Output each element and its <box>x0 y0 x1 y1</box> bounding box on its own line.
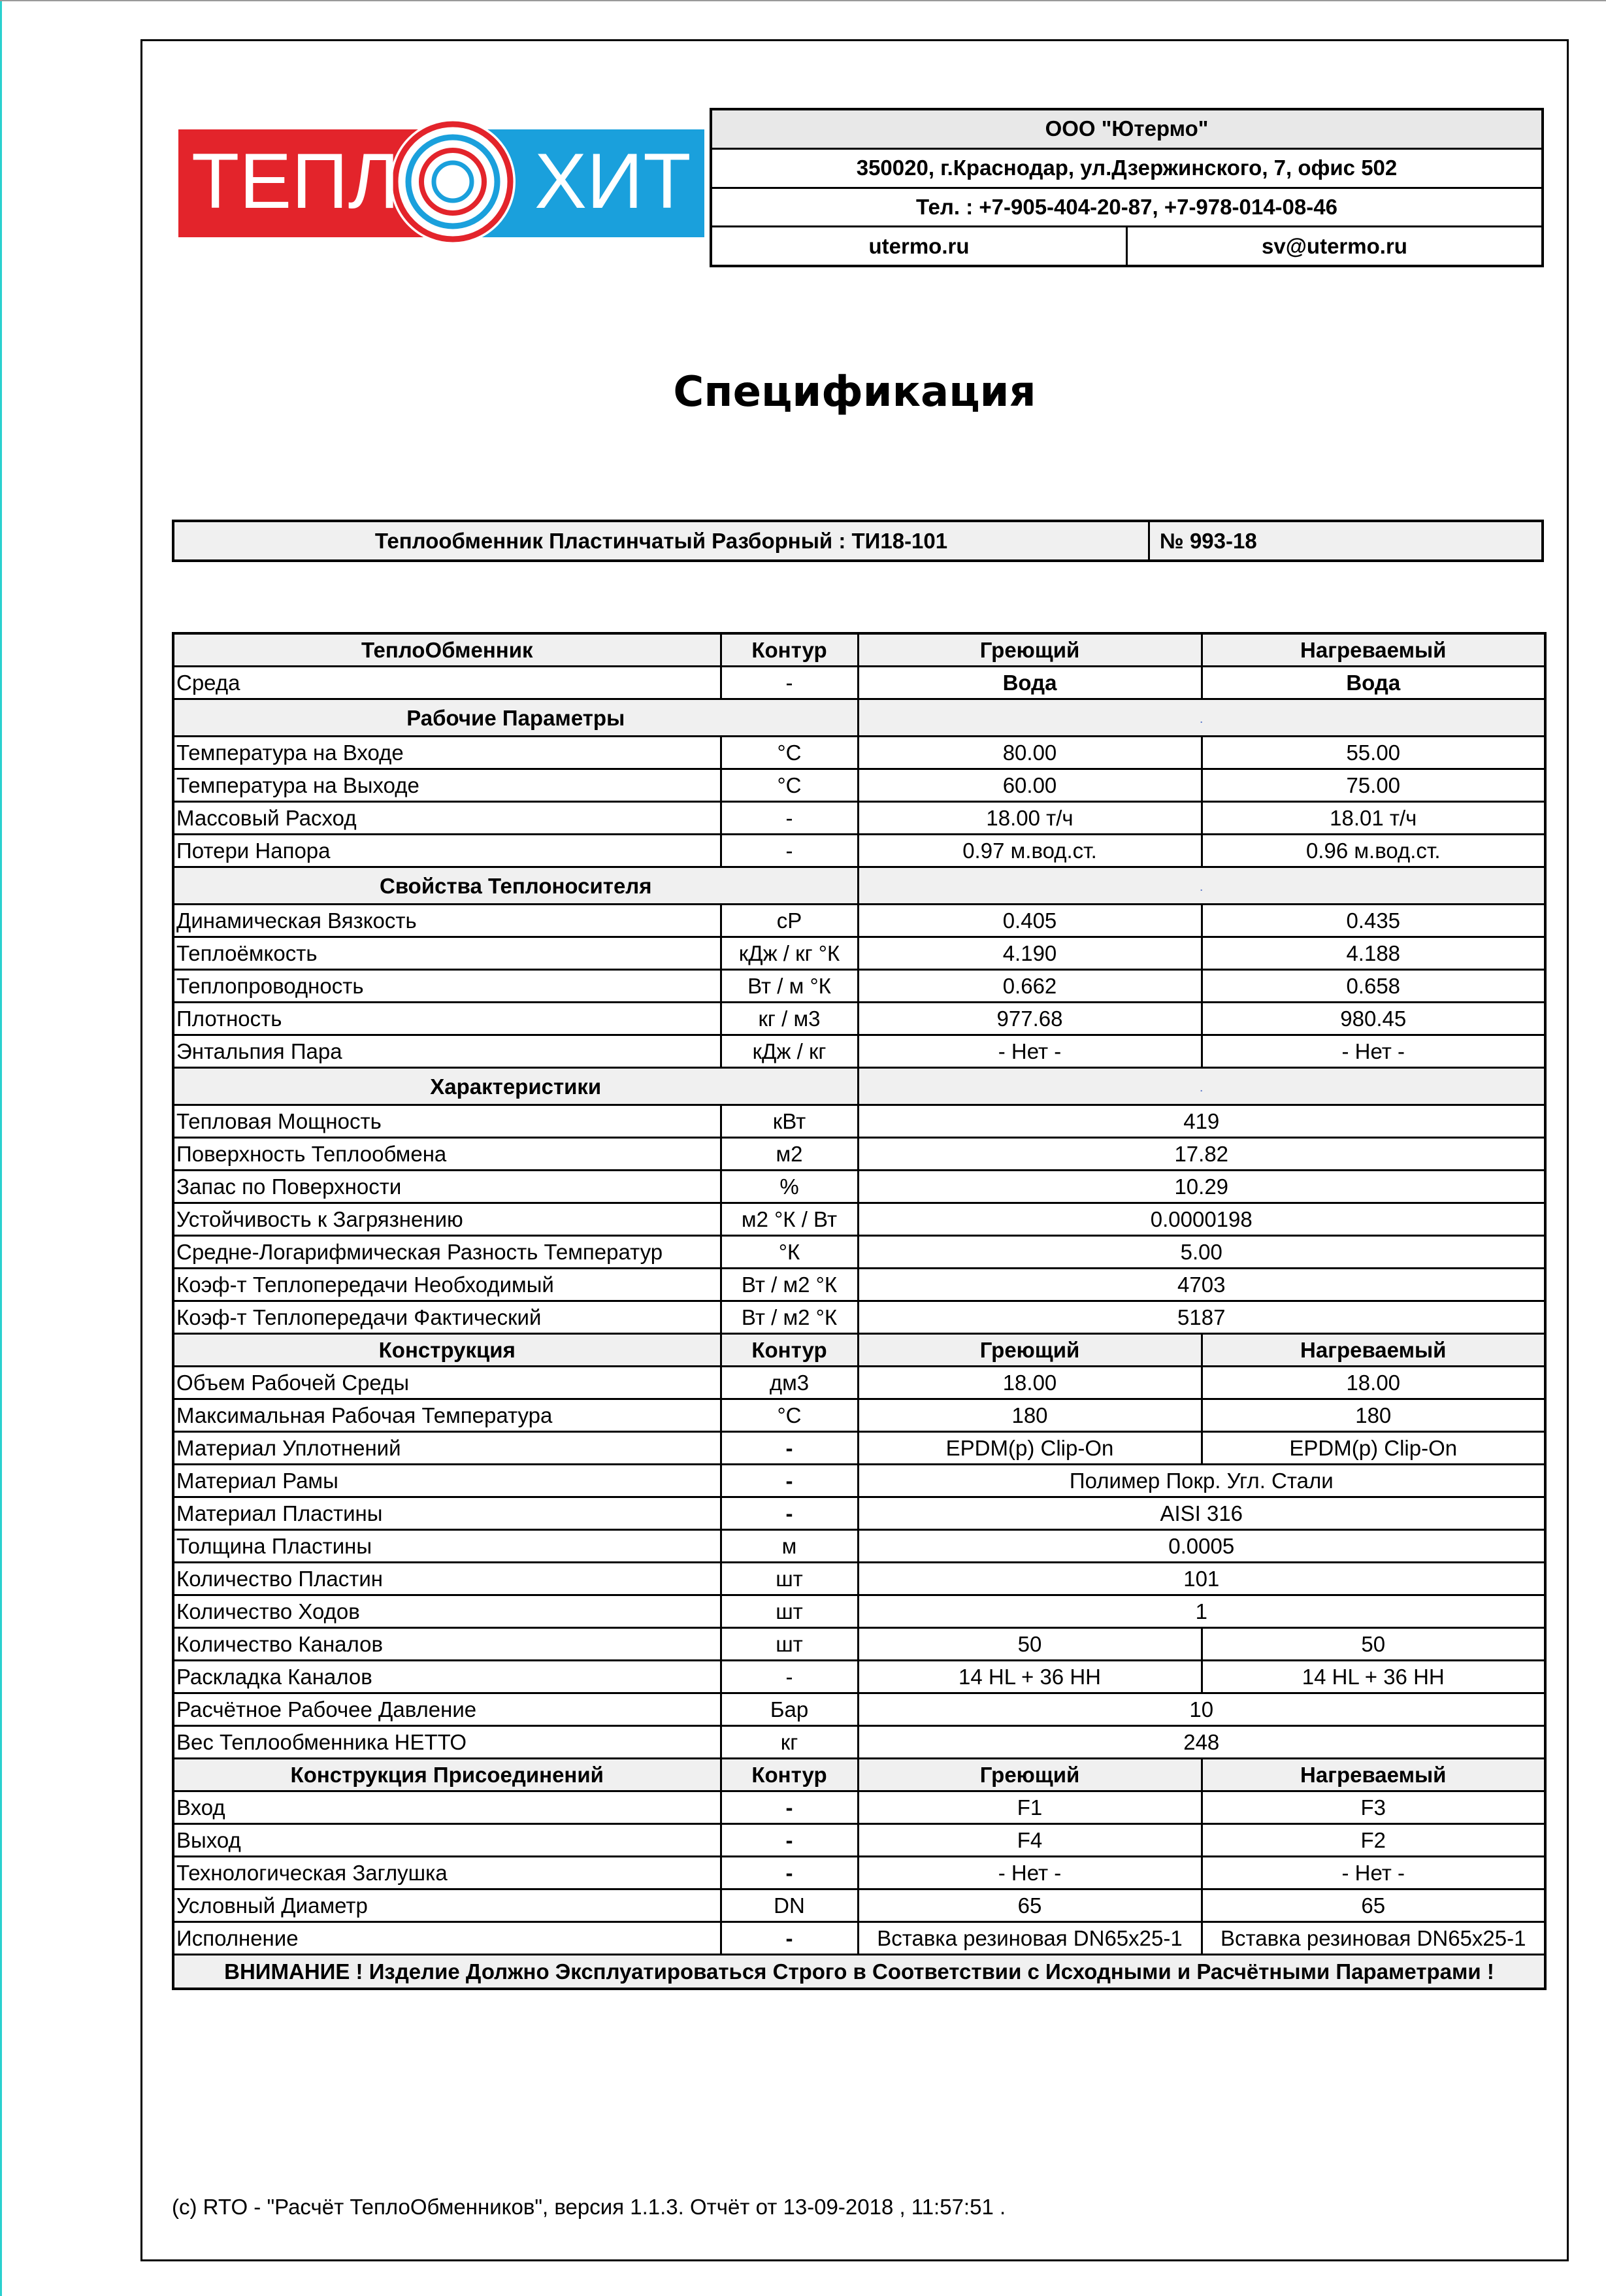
row-label: Максимальная Рабочая Температура <box>173 1399 721 1432</box>
row-unit: кг <box>721 1726 858 1759</box>
row-cold-value: 55.00 <box>1202 737 1545 769</box>
row-unit: °С <box>721 1399 858 1432</box>
operating-rows <box>173 737 1545 867</box>
row-hot-value: 65 <box>858 1889 1202 1922</box>
row-hot-value: 18.00 <box>858 1367 1202 1399</box>
row-label: Коэф-т Теплопередачи Необходимый <box>173 1269 721 1301</box>
row-value: Полимер Покр. Угл. Стали <box>858 1465 1545 1497</box>
row-hot-value: 18.00 т/ч <box>858 802 1202 835</box>
row-unit: - <box>721 1857 858 1889</box>
company-name: ООО "Ютермо" <box>712 110 1541 148</box>
row-unit: кг / м3 <box>721 1003 858 1035</box>
row-value: 4703 <box>858 1269 1545 1301</box>
row-label: Толщина Пластины <box>173 1530 721 1563</box>
top-edge-line <box>0 0 1606 1</box>
row-label: Технологическая Заглушка <box>173 1857 721 1889</box>
row-label: Выход <box>173 1824 721 1857</box>
row-cold-value: 0.658 <box>1202 970 1545 1003</box>
row-hot-value: F4 <box>858 1824 1202 1857</box>
construction-rows-b <box>173 1465 1545 1628</box>
row-unit: м2 <box>721 1138 858 1171</box>
row-unit: - <box>721 1791 858 1824</box>
header-cell: Контур <box>721 633 858 667</box>
row-value: 248 <box>858 1726 1545 1759</box>
table-row <box>173 1889 1545 1922</box>
table-row <box>173 1269 1545 1301</box>
row-unit: % <box>721 1171 858 1203</box>
row-cold-value: 75.00 <box>1202 769 1545 802</box>
row-label: Коэф-т Теплопередачи Фактический <box>173 1301 721 1334</box>
table-row <box>173 1791 1545 1824</box>
header-cell: Нагреваемый <box>1202 633 1545 667</box>
row-cold-value: - Нет - <box>1202 1035 1545 1068</box>
company-site-link[interactable]: utermo.ru <box>712 227 1128 265</box>
table-row <box>173 1857 1545 1889</box>
row-unit: cP <box>721 905 858 937</box>
row-hot-value: 0.97 м.вод.ст. <box>858 835 1202 867</box>
connections-rows <box>173 1791 1545 1955</box>
row-cold-value: - Нет - <box>1202 1857 1545 1889</box>
row-label: Запас по Поверхности <box>173 1171 721 1203</box>
warning-text: ВНИМАНИЕ ! Изделие Должно Эксплуатироваться Строго в Соответствии с Исходными и Расчётными Параметрами ! <box>173 1955 1545 1989</box>
row-cold-value: 0.96 м.вод.ст. <box>1202 835 1545 867</box>
section-dot: . <box>858 1068 1545 1105</box>
table-row <box>173 835 1545 867</box>
company-info-block <box>710 108 1544 267</box>
row-cold-value: 14 HL + 36 HH <box>1202 1661 1545 1693</box>
row-label: Устойчивость к Загрязнению <box>173 1203 721 1236</box>
row-cold-value: 0.435 <box>1202 905 1545 937</box>
product-number: № 993-18 <box>1160 528 1257 553</box>
table-row <box>173 1563 1545 1595</box>
row-label: Энтальпия Пара <box>173 1035 721 1068</box>
construction-rows-c <box>173 1628 1545 1693</box>
table-header-row <box>173 633 1545 667</box>
row-hot-value: 4.190 <box>858 937 1202 970</box>
table-row <box>173 970 1545 1003</box>
row-unit: Вт / м2 °К <box>721 1301 858 1334</box>
row-label: Поверхность Теплообмена <box>173 1138 721 1171</box>
header-cell: Конструкция <box>173 1334 721 1367</box>
header-cell: Нагреваемый <box>1202 1334 1545 1367</box>
report-footer: (c) RTO - "Расчёт ТеплоОбменников", версия 1.1.3. Отчёт от 13-09-2018 , 11:57:51 . <box>172 2195 1006 2219</box>
warning-row <box>173 1955 1545 1989</box>
row-label: Теплоёмкость <box>173 937 721 970</box>
left-edge-line <box>0 0 2 2296</box>
row-value: 419 <box>858 1105 1545 1138</box>
row-hot-value: 14 HL + 36 HH <box>858 1661 1202 1693</box>
row-hot-value: 977.68 <box>858 1003 1202 1035</box>
row-unit: кВт <box>721 1105 858 1138</box>
characteristics-rows <box>173 1105 1545 1334</box>
row-unit: шт <box>721 1563 858 1595</box>
table-row <box>173 1432 1545 1465</box>
row-unit: кДж / кг °К <box>721 937 858 970</box>
row-value: AISI 316 <box>858 1497 1545 1530</box>
section-operating <box>173 699 1545 737</box>
section-dot: . <box>858 699 1545 737</box>
table-row <box>173 1824 1545 1857</box>
row-label: Тепловая Мощность <box>173 1105 721 1138</box>
row-unit: шт <box>721 1628 858 1661</box>
construction-header-row <box>173 1334 1545 1367</box>
product-name: Теплообменник Пластинчатый Разборный : ТИ18-101 <box>174 522 1150 559</box>
row-label: Среда <box>173 667 721 699</box>
table-row <box>173 1105 1545 1138</box>
table-row <box>173 1035 1545 1068</box>
header-cell: Греющий <box>858 1759 1202 1791</box>
row-label: Раскладка Каналов <box>173 1661 721 1693</box>
row-unit: Вт / м2 °К <box>721 1269 858 1301</box>
product-box <box>172 520 1544 562</box>
row-hot-value: Вода <box>858 667 1202 699</box>
row-value: 5187 <box>858 1301 1545 1334</box>
table-row <box>173 1203 1545 1236</box>
table-row <box>173 667 1545 699</box>
logo-left-text: ТЕПЛ <box>191 137 400 225</box>
row-value: 10.29 <box>858 1171 1545 1203</box>
table-row <box>173 1367 1545 1399</box>
company-email-link[interactable]: sv@utermo.ru <box>1262 233 1407 258</box>
row-unit: DN <box>721 1889 858 1922</box>
company-address: 350020, г.Краснодар, ул.Дзержинского, 7, офис 502 <box>712 148 1541 187</box>
row-unit: - <box>721 667 858 699</box>
table-row <box>173 1138 1545 1171</box>
table-row <box>173 802 1545 835</box>
table-row <box>173 1661 1545 1693</box>
row-label: Вес Теплообменника НЕТТО <box>173 1726 721 1759</box>
row-cold-value: Вставка резиновая DN65x25-1 <box>1202 1922 1545 1955</box>
row-label: Объем Рабочей Среды <box>173 1367 721 1399</box>
row-unit: Бар <box>721 1693 858 1726</box>
row-hot-value: 80.00 <box>858 737 1202 769</box>
row-value: 0.0005 <box>858 1530 1545 1563</box>
header-cell: Нагреваемый <box>1202 1759 1545 1791</box>
header-cell: Греющий <box>858 1334 1202 1367</box>
row-label: Материал Пластины <box>173 1497 721 1530</box>
row-unit: - <box>721 1922 858 1955</box>
table-row <box>173 1726 1545 1759</box>
table-row <box>173 1301 1545 1334</box>
header-cell: Контур <box>721 1759 858 1791</box>
row-unit: - <box>721 1824 858 1857</box>
row-label: Температура на Выходе <box>173 769 721 802</box>
table-row <box>173 937 1545 970</box>
company-contacts-row <box>712 225 1541 265</box>
row-hot-value: 60.00 <box>858 769 1202 802</box>
table-row <box>173 905 1545 937</box>
row-unit: м2 °К / Вт <box>721 1203 858 1236</box>
row-label: Количество Каналов <box>173 1628 721 1661</box>
construction-rows-a <box>173 1367 1545 1465</box>
row-label: Температура на Входе <box>173 737 721 769</box>
row-unit: - <box>721 835 858 867</box>
table-row <box>173 1171 1545 1203</box>
row-value: 5.00 <box>858 1236 1545 1269</box>
construction-rows-d <box>173 1693 1545 1759</box>
row-hot-value: 180 <box>858 1399 1202 1432</box>
row-cold-value: 180 <box>1202 1399 1545 1432</box>
connections-header-row <box>173 1759 1545 1791</box>
table-row <box>173 1595 1545 1628</box>
row-label: Массовый Расход <box>173 802 721 835</box>
row-label: Плотность <box>173 1003 721 1035</box>
row-label: Количество Пластин <box>173 1563 721 1595</box>
header-cell: Греющий <box>858 633 1202 667</box>
row-hot-value: 50 <box>858 1628 1202 1661</box>
row-cold-value: 980.45 <box>1202 1003 1545 1035</box>
page-title: Спецификация <box>673 368 1036 416</box>
row-label: Средне-Логарифмическая Разность Температур <box>173 1236 721 1269</box>
row-label: Расчётное Рабочее Давление <box>173 1693 721 1726</box>
row-label: Вход <box>173 1791 721 1824</box>
row-hot-value: 0.405 <box>858 905 1202 937</box>
table-row <box>173 1465 1545 1497</box>
row-cold-value: 4.188 <box>1202 937 1545 970</box>
row-cold-value: 18.01 т/ч <box>1202 802 1545 835</box>
table-row <box>173 769 1545 802</box>
row-unit: - <box>721 802 858 835</box>
table-row <box>173 1003 1545 1035</box>
section-title: Характеристики <box>173 1068 858 1105</box>
row-cold-value: 18.00 <box>1202 1367 1545 1399</box>
logo-right-text: ХИТ <box>534 137 691 225</box>
section-title: Свойства Теплоносителя <box>173 867 858 905</box>
row-value: 10 <box>858 1693 1545 1726</box>
row-value: 1 <box>858 1595 1545 1628</box>
table-row <box>173 1530 1545 1563</box>
header-cell: Конструкция Присоединений <box>173 1759 721 1791</box>
row-hot-value: EPDM(p) Clip-On <box>858 1432 1202 1465</box>
row-label: Теплопроводность <box>173 970 721 1003</box>
row-unit: Вт / м °К <box>721 970 858 1003</box>
row-hot-value: - Нет - <box>858 1857 1202 1889</box>
row-label: Количество Ходов <box>173 1595 721 1628</box>
table-row <box>173 1497 1545 1530</box>
document-page <box>140 39 1569 2261</box>
row-unit: - <box>721 1432 858 1465</box>
properties-rows <box>173 905 1545 1068</box>
table-row <box>173 1922 1545 1955</box>
row-hot-value: - Нет - <box>858 1035 1202 1068</box>
header-cell: ТеплоОбменник <box>173 633 721 667</box>
teplohit-logo <box>178 116 704 244</box>
spec-table <box>172 632 1547 1990</box>
row-cold-value: F3 <box>1202 1791 1545 1824</box>
row-unit: °С <box>721 769 858 802</box>
row-label: Потери Напора <box>173 835 721 867</box>
table-row <box>173 1236 1545 1269</box>
row-cold-value: F2 <box>1202 1824 1545 1857</box>
section-title: Рабочие Параметры <box>173 699 858 737</box>
row-hot-value: F1 <box>858 1791 1202 1824</box>
row-label: Исполнение <box>173 1922 721 1955</box>
header-cell: Контур <box>721 1334 858 1367</box>
row-hot-value: Вставка резиновая DN65x25-1 <box>858 1922 1202 1955</box>
company-phone: Тел. : +7-905-404-20-87, +7-978-014-08-46 <box>712 187 1541 226</box>
section-characteristics <box>173 1068 1545 1105</box>
row-unit: °С <box>721 737 858 769</box>
row-label: Условный Диаметр <box>173 1889 721 1922</box>
row-unit: шт <box>721 1595 858 1628</box>
row-cold-value: EPDM(p) Clip-On <box>1202 1432 1545 1465</box>
row-cold-value: Вода <box>1202 667 1545 699</box>
row-label: Материал Рамы <box>173 1465 721 1497</box>
table-row <box>173 1399 1545 1432</box>
row-unit: кДж / кг <box>721 1035 858 1068</box>
table-row <box>173 1693 1545 1726</box>
table-row <box>173 1628 1545 1661</box>
row-unit: - <box>721 1661 858 1693</box>
section-dot: . <box>858 867 1545 905</box>
row-cold-value: 65 <box>1202 1889 1545 1922</box>
row-unit: - <box>721 1465 858 1497</box>
row-value: 101 <box>858 1563 1545 1595</box>
row-label: Материал Уплотнений <box>173 1432 721 1465</box>
row-value: 0.0000198 <box>858 1203 1545 1236</box>
row-unit: - <box>721 1497 858 1530</box>
row-unit: дм3 <box>721 1367 858 1399</box>
row-hot-value: 0.662 <box>858 970 1202 1003</box>
row-unit: м <box>721 1530 858 1563</box>
row-unit: °К <box>721 1236 858 1269</box>
row-label: Динамическая Вязкость <box>173 905 721 937</box>
table-row <box>173 737 1545 769</box>
row-cold-value: 50 <box>1202 1628 1545 1661</box>
section-properties <box>173 867 1545 905</box>
row-value: 17.82 <box>858 1138 1545 1171</box>
